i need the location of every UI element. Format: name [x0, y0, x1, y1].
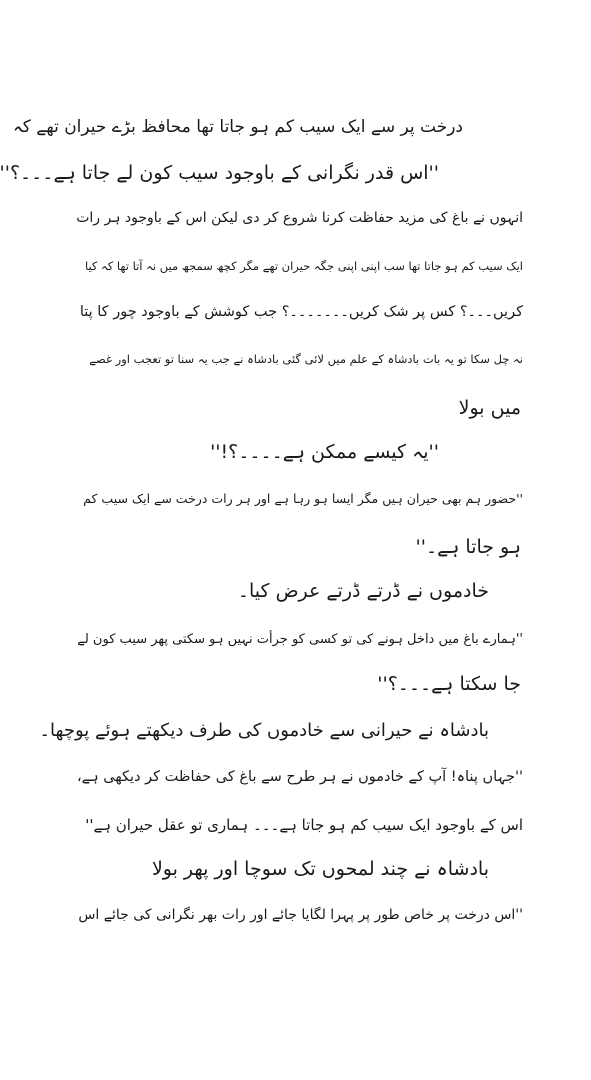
text-line-2: ''اس قدر نگرانی کے باوجود سیب کون لے جاتا ہے۔۔۔؟'': [0, 162, 439, 184]
text-line-3: انہوں نے باغ کی مزید حفاظت کرنا شروع کر دی لیکن اس کے باوجود ہر رات: [76, 210, 523, 226]
text-line-13: جا سکتا ہے۔۔۔؟'': [377, 673, 521, 695]
text-line-15: ''جہاں پناہ! آپ کے خادموں نے ہر طرح سے باغ کی حفاظت کر دیکھی ہے،: [77, 769, 523, 785]
text-line-6: نہ چل سکا تو یہ بات بادشاہ کے علم میں لائی گئی بادشاہ نے جب یہ سنا تو تعجب اور غصے: [89, 352, 523, 366]
text-line-9: ''حضور ہم بھی حیران ہیں مگر ایسا ہو رہا ہے اور ہر رات درخت سے ایک سیب کم: [83, 491, 523, 506]
text-line-1: درخت پر سے ایک سیب کم ہو جاتا تھا محافظ بڑے حیران تھے کہ: [12, 117, 463, 137]
text-line-12: ''ہمارے باغ میں داخل ہونے کی تو کسی کو جرأت نہیں ہو سکتی پھر سیب کون لے: [77, 632, 523, 647]
text-line-4: ایک سیب کم ہو جاتا تھا سب اپنی اپنی جگہ حیران تھے مگر کچھ سمجھ میں نہ آتا تھا کہ کیا: [84, 259, 523, 273]
text-line-5: کریں۔۔۔؟ کس پر شک کریں۔۔۔۔۔۔۔؟ جب کوشش کے باوجود چور کا پتا: [79, 304, 523, 320]
text-line-18: ''اس درخت پر خاص طور پر پہرا لگایا جائے اور رات بھر نگرانی کی جائے اس: [78, 907, 523, 923]
text-line-7: میں بولا: [458, 397, 521, 419]
text-line-8: ''یہ کیسے ممکن ہے۔۔۔۔؟!'': [210, 441, 439, 463]
text-line-10: ہو جاتا ہے۔'': [415, 536, 521, 558]
text-line-11: خادموں نے ڈرتے ڈرتے عرض کیا۔: [237, 580, 489, 602]
text-line-17: بادشاہ نے چند لمحوں تک سوچا اور پھر بولا: [151, 858, 489, 880]
text-line-14: بادشاہ نے حیرانی سے خادموں کی طرف دیکھتے ہوئے پوچھا۔: [39, 720, 489, 741]
text-line-16: اس کے باوجود ایک سیب کم ہو جاتا ہے۔۔۔ ہماری تو عقل حیران ہے'': [85, 816, 523, 834]
